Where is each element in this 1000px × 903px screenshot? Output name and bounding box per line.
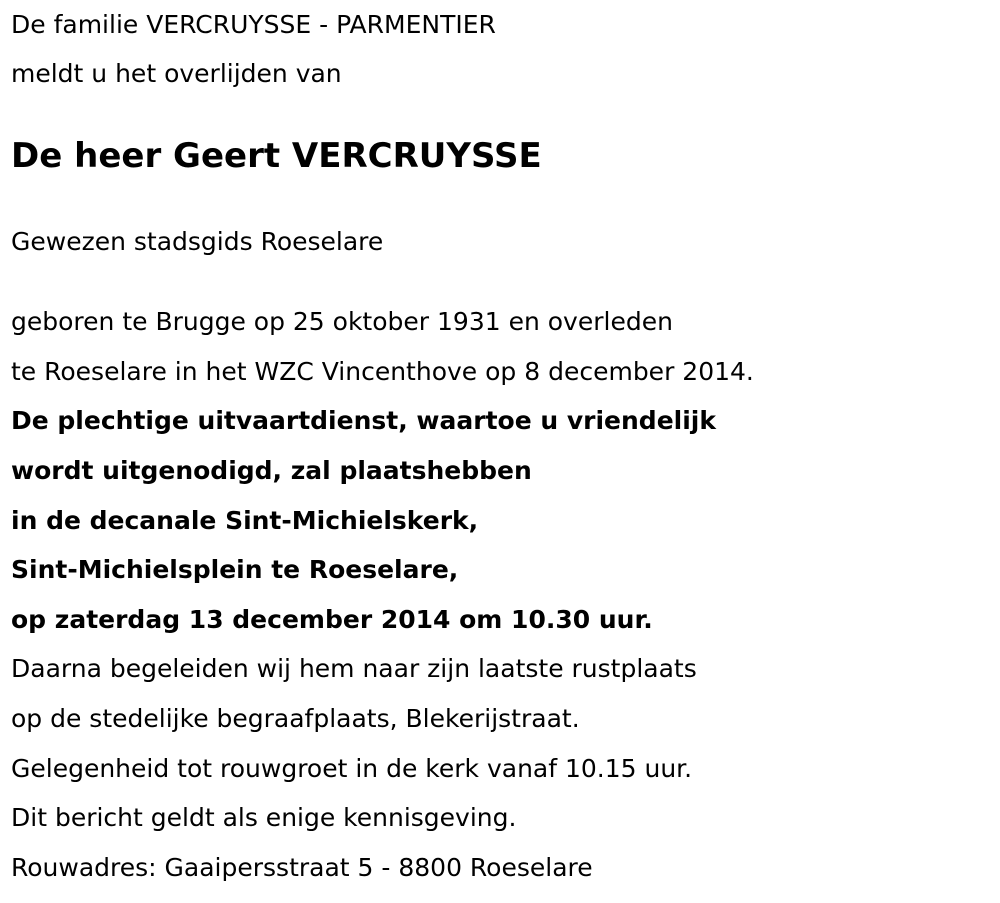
announce-line: meldt u het overlijden van: [11, 59, 342, 88]
service-line-2: wordt uitgenodigd, zal plaatshebben: [11, 456, 532, 485]
burial-line-1: Daarna begeleiden wij hem naar zijn laatste rustplaats: [11, 654, 697, 683]
notice-line: Dit bericht geldt als enige kennisgeving.: [11, 803, 517, 832]
condolence-line: Gelegenheid tot rouwgroet in de kerk vanaf 10.15 uur.: [11, 754, 693, 783]
service-line-1: De plechtige uitvaartdienst, waartoe u vriendelijk: [11, 406, 716, 435]
service-line-5: op zaterdag 13 december 2014 om 10.30 uur.: [11, 605, 653, 634]
deceased-name: De heer Geert VERCRUYSSE: [11, 136, 542, 176]
burial-line-2: op de stedelijke begraafplaats, Blekerijstraat.: [11, 704, 580, 733]
service-line-4: Sint-Michielsplein te Roeselare,: [11, 555, 459, 584]
family-line: De familie VERCRUYSSE - PARMENTIER: [11, 10, 496, 39]
death-line: te Roeselare in het WZC Vincenthove op 8 december 2014.: [11, 357, 754, 386]
deceased-role: Gewezen stadsgids Roeselare: [11, 227, 384, 256]
birth-line: geboren te Brugge op 25 oktober 1931 en overleden: [11, 307, 673, 336]
address-line: Rouwadres: Gaaipersstraat 5 - 8800 Roeselare: [11, 853, 593, 882]
service-line-3: in de decanale Sint-Michielskerk,: [11, 506, 479, 535]
